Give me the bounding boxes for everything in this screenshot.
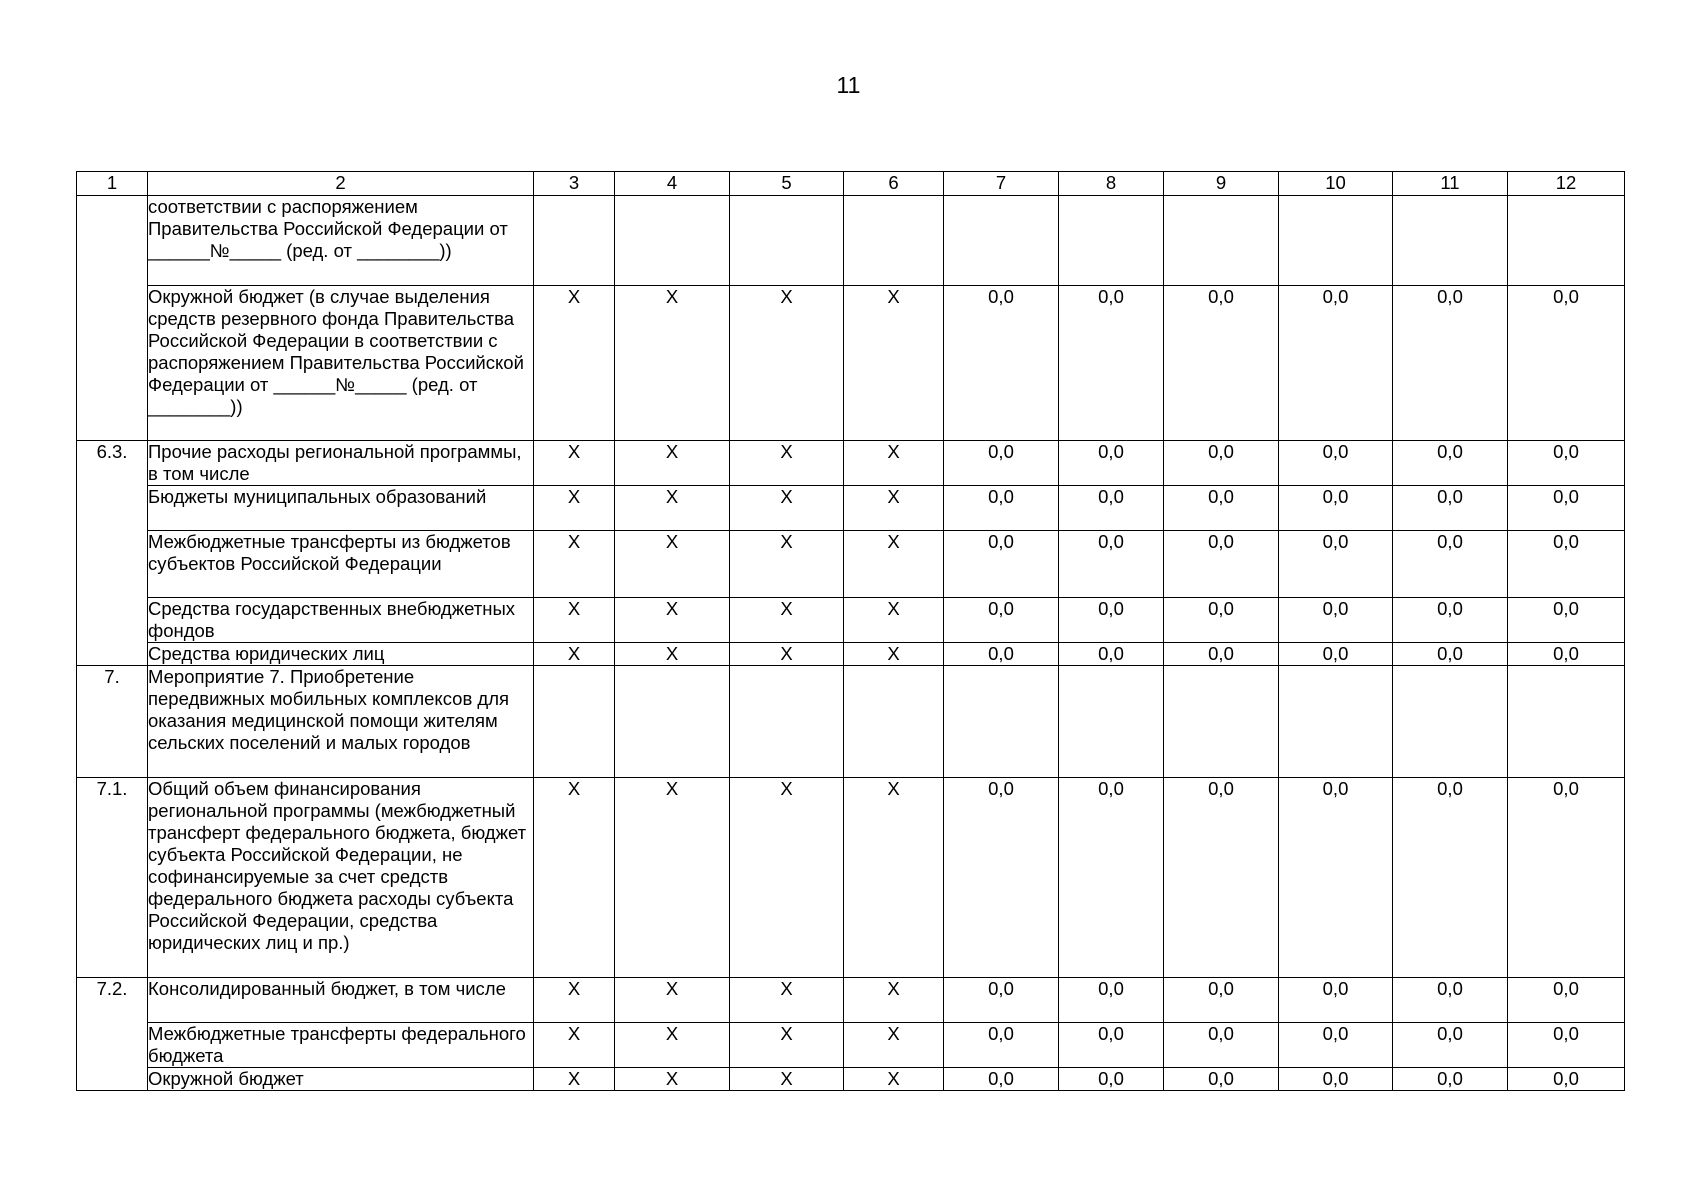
column-header: 4	[615, 172, 730, 196]
value-cell: 0,0	[1059, 778, 1164, 978]
row-number-cell	[77, 286, 148, 441]
description-cell: Окружной бюджет (в случае выделения средств резервного фонда Правительства Российской Федерации в соответствии с распоряжением Правительства Российской Федерации от ______№_____ (ред. от ________))	[148, 286, 534, 441]
value-cell	[730, 666, 844, 778]
value-cell: 0,0	[944, 486, 1059, 531]
value-cell: X	[844, 286, 944, 441]
value-cell: X	[730, 643, 844, 666]
value-cell: X	[615, 1023, 730, 1068]
value-cell	[1279, 196, 1393, 286]
value-cell: X	[844, 778, 944, 978]
value-cell	[615, 196, 730, 286]
value-cell	[730, 196, 844, 286]
row-number-cell: 6.3.	[77, 441, 148, 486]
value-cell: 0,0	[1164, 286, 1279, 441]
description-cell: Бюджеты муниципальных образований	[148, 486, 534, 531]
value-cell	[1508, 196, 1625, 286]
table-row	[77, 286, 1625, 441]
value-cell	[944, 666, 1059, 778]
value-cell: X	[730, 1068, 844, 1091]
description-cell: Прочие расходы региональной программы, в том числе	[148, 441, 534, 486]
row-number-cell	[77, 486, 148, 531]
value-cell: 0,0	[944, 441, 1059, 486]
column-header: 1	[77, 172, 148, 196]
column-header: 11	[1393, 172, 1508, 196]
value-cell: X	[534, 643, 615, 666]
row-number-cell	[77, 598, 148, 643]
value-cell	[1393, 666, 1508, 778]
value-cell: 0,0	[1164, 978, 1279, 1023]
value-cell: 0,0	[1393, 643, 1508, 666]
value-cell: X	[534, 1023, 615, 1068]
row-number-cell	[77, 1023, 148, 1068]
table-header-row	[77, 172, 1625, 196]
value-cell: 0,0	[1393, 778, 1508, 978]
value-cell: X	[730, 1023, 844, 1068]
value-cell: 0,0	[1279, 778, 1393, 978]
row-number-cell	[77, 531, 148, 598]
value-cell: X	[534, 486, 615, 531]
value-cell	[1279, 666, 1393, 778]
value-cell	[1164, 196, 1279, 286]
value-cell: 0,0	[1508, 778, 1625, 978]
value-cell: 0,0	[944, 286, 1059, 441]
value-cell: X	[534, 441, 615, 486]
value-cell	[1393, 196, 1508, 286]
value-cell: X	[534, 531, 615, 598]
value-cell	[844, 196, 944, 286]
value-cell: 0,0	[944, 778, 1059, 978]
table-row	[77, 778, 1625, 978]
value-cell: 0,0	[944, 598, 1059, 643]
column-header: 2	[148, 172, 534, 196]
value-cell: X	[615, 1068, 730, 1091]
column-header: 9	[1164, 172, 1279, 196]
value-cell: X	[615, 486, 730, 531]
table-row	[77, 531, 1625, 598]
column-header: 8	[1059, 172, 1164, 196]
value-cell	[1164, 666, 1279, 778]
table-row	[77, 196, 1625, 286]
value-cell: 0,0	[1059, 643, 1164, 666]
value-cell: 0,0	[1279, 598, 1393, 643]
value-cell: X	[615, 531, 730, 598]
value-cell	[534, 666, 615, 778]
value-cell: 0,0	[1393, 1023, 1508, 1068]
value-cell: 0,0	[1164, 441, 1279, 486]
value-cell: 0,0	[1059, 1023, 1164, 1068]
value-cell: 0,0	[1508, 1068, 1625, 1091]
budget-table	[76, 171, 1625, 1091]
value-cell: 0,0	[1508, 486, 1625, 531]
value-cell: 0,0	[944, 978, 1059, 1023]
value-cell: X	[615, 286, 730, 441]
value-cell: 0,0	[1393, 1068, 1508, 1091]
value-cell: 0,0	[1279, 643, 1393, 666]
value-cell: 0,0	[1393, 286, 1508, 441]
column-header: 5	[730, 172, 844, 196]
value-cell: X	[844, 486, 944, 531]
value-cell: 0,0	[1059, 1068, 1164, 1091]
table-row	[77, 1068, 1625, 1091]
value-cell: 0,0	[1279, 531, 1393, 598]
description-cell: Межбюджетные трансферты из бюджетов субъектов Российской Федерации	[148, 531, 534, 598]
value-cell: X	[844, 1023, 944, 1068]
value-cell	[615, 666, 730, 778]
description-cell: Средства государственных внебюджетных фондов	[148, 598, 534, 643]
value-cell: 0,0	[1279, 1068, 1393, 1091]
value-cell: X	[534, 778, 615, 978]
description-cell: Общий объем финансирования региональной программы (межбюджетный трансферт федерального бюджета, бюджет субъекта Российской Федерации, не софинансируемые за счет средств федерального бюджета расходы субъекта Российской Федерации, средства юридических лиц и пр.)	[148, 778, 534, 978]
value-cell: X	[615, 441, 730, 486]
value-cell: 0,0	[1508, 978, 1625, 1023]
value-cell: X	[730, 978, 844, 1023]
value-cell	[844, 666, 944, 778]
value-cell: 0,0	[1508, 531, 1625, 598]
row-number-cell: 7.	[77, 666, 148, 778]
value-cell: X	[534, 598, 615, 643]
value-cell: X	[730, 778, 844, 978]
value-cell: X	[534, 978, 615, 1023]
row-number-cell	[77, 643, 148, 666]
description-cell: Окружной бюджет	[148, 1068, 534, 1091]
row-number-cell: 7.1.	[77, 778, 148, 978]
value-cell: 0,0	[1508, 1023, 1625, 1068]
value-cell: 0,0	[1508, 286, 1625, 441]
table-row	[77, 666, 1625, 778]
value-cell: 0,0	[1393, 598, 1508, 643]
value-cell: X	[534, 1068, 615, 1091]
value-cell: 0,0	[1164, 643, 1279, 666]
value-cell: 0,0	[1059, 978, 1164, 1023]
value-cell	[534, 196, 615, 286]
value-cell: 0,0	[1508, 643, 1625, 666]
value-cell: 0,0	[1508, 441, 1625, 486]
value-cell: X	[730, 598, 844, 643]
value-cell: X	[730, 486, 844, 531]
value-cell: X	[844, 531, 944, 598]
description-cell: Межбюджетные трансферты федерального бюджета	[148, 1023, 534, 1068]
table-row	[77, 978, 1625, 1023]
value-cell: 0,0	[944, 643, 1059, 666]
value-cell: 0,0	[944, 1023, 1059, 1068]
value-cell: 0,0	[1508, 598, 1625, 643]
value-cell: 0,0	[1059, 286, 1164, 441]
column-header: 3	[534, 172, 615, 196]
page-number: 11	[836, 72, 861, 98]
value-cell: 0,0	[1164, 598, 1279, 643]
value-cell: 0,0	[1164, 1068, 1279, 1091]
row-number-cell: 7.2.	[77, 978, 148, 1023]
value-cell: X	[615, 598, 730, 643]
value-cell: X	[730, 286, 844, 441]
value-cell: 0,0	[1164, 778, 1279, 978]
value-cell: X	[615, 643, 730, 666]
row-number-cell	[77, 196, 148, 286]
value-cell: 0,0	[1059, 486, 1164, 531]
row-number-cell	[77, 1068, 148, 1091]
value-cell: 0,0	[1393, 531, 1508, 598]
column-header: 7	[944, 172, 1059, 196]
table-row	[77, 598, 1625, 643]
value-cell: 0,0	[1393, 441, 1508, 486]
value-cell: X	[615, 978, 730, 1023]
value-cell: X	[844, 441, 944, 486]
value-cell: X	[844, 643, 944, 666]
value-cell: 0,0	[944, 1068, 1059, 1091]
value-cell: 0,0	[1393, 978, 1508, 1023]
value-cell	[944, 196, 1059, 286]
column-header: 12	[1508, 172, 1625, 196]
value-cell: 0,0	[1279, 978, 1393, 1023]
description-cell: соответствии с распоряжением Правительства Российской Федерации от ______№_____ (ред. от ________))	[148, 196, 534, 286]
value-cell: 0,0	[1164, 486, 1279, 531]
column-header: 10	[1279, 172, 1393, 196]
value-cell: X	[730, 531, 844, 598]
description-cell: Средства юридических лиц	[148, 643, 534, 666]
description-cell: Консолидированный бюджет, в том числе	[148, 978, 534, 1023]
value-cell: 0,0	[1059, 598, 1164, 643]
value-cell	[1508, 666, 1625, 778]
value-cell: X	[844, 598, 944, 643]
value-cell: X	[730, 441, 844, 486]
value-cell: 0,0	[1059, 531, 1164, 598]
value-cell: 0,0	[1279, 1023, 1393, 1068]
table-row	[77, 643, 1625, 666]
value-cell	[1059, 666, 1164, 778]
table-row	[77, 441, 1625, 486]
value-cell: 0,0	[1164, 531, 1279, 598]
table-row	[77, 486, 1625, 531]
value-cell: X	[844, 1068, 944, 1091]
value-cell: X	[844, 978, 944, 1023]
value-cell: 0,0	[1279, 286, 1393, 441]
value-cell: 0,0	[1279, 486, 1393, 531]
value-cell: X	[615, 778, 730, 978]
value-cell	[1059, 196, 1164, 286]
description-cell: Мероприятие 7. Приобретение передвижных мобильных комплексов для оказания медицинской помощи жителям сельских поселений и малых городов	[148, 666, 534, 778]
table-row	[77, 1023, 1625, 1068]
value-cell: 0,0	[1059, 441, 1164, 486]
value-cell: 0,0	[1164, 1023, 1279, 1068]
column-header: 6	[844, 172, 944, 196]
value-cell: X	[534, 286, 615, 441]
value-cell: 0,0	[1279, 441, 1393, 486]
value-cell: 0,0	[1393, 486, 1508, 531]
value-cell: 0,0	[944, 531, 1059, 598]
